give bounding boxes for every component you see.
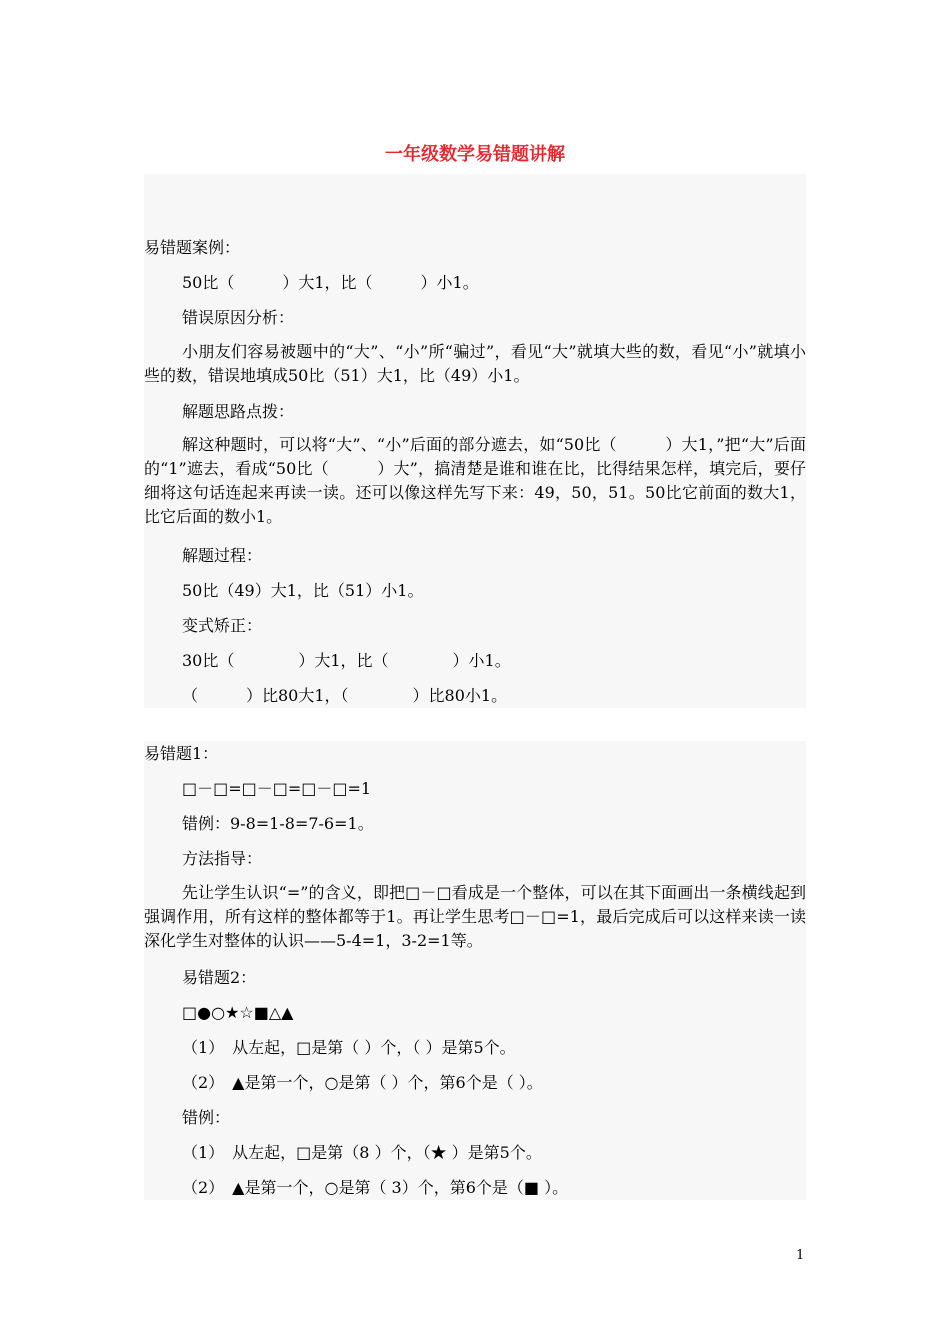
section-error-problems <box>144 741 806 1200</box>
method-text: 先让学生认识“=”的含义，即把□－□看成是一个整体，可以在其下面画出一条横线起到强调作用，所有这样的整体都等于1。再让学生思考□－□=1，最后完成后可以这样来读一读深化学生对整体的认识——5-4=1，3-2=1等。 <box>144 883 806 950</box>
analysis-heading: 错误原因分析： <box>182 308 295 327</box>
answer-1: （1） 从左起，□是第（8 ）个，（★ ）是第5个。 <box>182 1143 542 1162</box>
question-2: （2） ▲是第一个，○是第（ ）个，第6个是（ ）。 <box>182 1073 543 1092</box>
hint-heading: 解题思路点拨： <box>182 402 295 421</box>
page-title: 一年级数学易错题讲解 <box>385 144 565 165</box>
question-1: （1） 从左起，□是第（ ）个，（ ）是第5个。 <box>182 1038 516 1057</box>
section-error-case <box>144 174 806 708</box>
problem-text: 50比（ ）大1，比（ ）小1。 <box>182 273 479 292</box>
wrong-heading: 错例： <box>182 1108 231 1127</box>
hint-text: 解这种题时，可以将“大”、“小”后面的部分遮去，如“50比（ ）大1，”把“大”后面的“1”遮去，看成“50比（ ）大”，搞清楚是谁和谁在比，比得结果怎样，填完后，要仔细将这句话连起来再读一读。还可以像这样先写下来：49，50，51。50比它前面的数大1，比它后面的数小1。 <box>144 435 806 526</box>
problem2-heading: 易错题2： <box>182 968 257 987</box>
process-heading: 解题过程： <box>182 546 263 565</box>
shapes-row: □●○★☆■△▲ <box>182 1003 294 1022</box>
page-number: 1 <box>796 1248 805 1263</box>
analysis-text: 小朋友们容易被题中的“大”、“小”所“骗过”，看见“大”就填大些的数，看见“小”就填小些的数，错误地填成50比（51）大1，比（49）小1。 <box>144 342 806 385</box>
method-heading: 方法指导： <box>182 849 263 868</box>
wrong-example: 错例：9-8=1-8=7-6=1。 <box>182 814 374 833</box>
equation-text: □－□=□－□=□－□=1 <box>182 779 372 798</box>
variant-heading: 变式矫正： <box>182 616 263 635</box>
variant-line-1: 30比（ ）大1，比（ ）小1。 <box>182 651 511 670</box>
process-text: 50比（49）大1，比（51）小1。 <box>182 581 424 600</box>
answer-2: （2） ▲是第一个，○是第（ 3）个，第6个是（■ ）。 <box>182 1178 569 1197</box>
problem1-heading: 易错题1： <box>144 744 219 763</box>
variant-line-2: （ ）比80大1，（ ）比80小1。 <box>182 686 508 705</box>
section-heading: 易错题案例： <box>144 238 241 257</box>
